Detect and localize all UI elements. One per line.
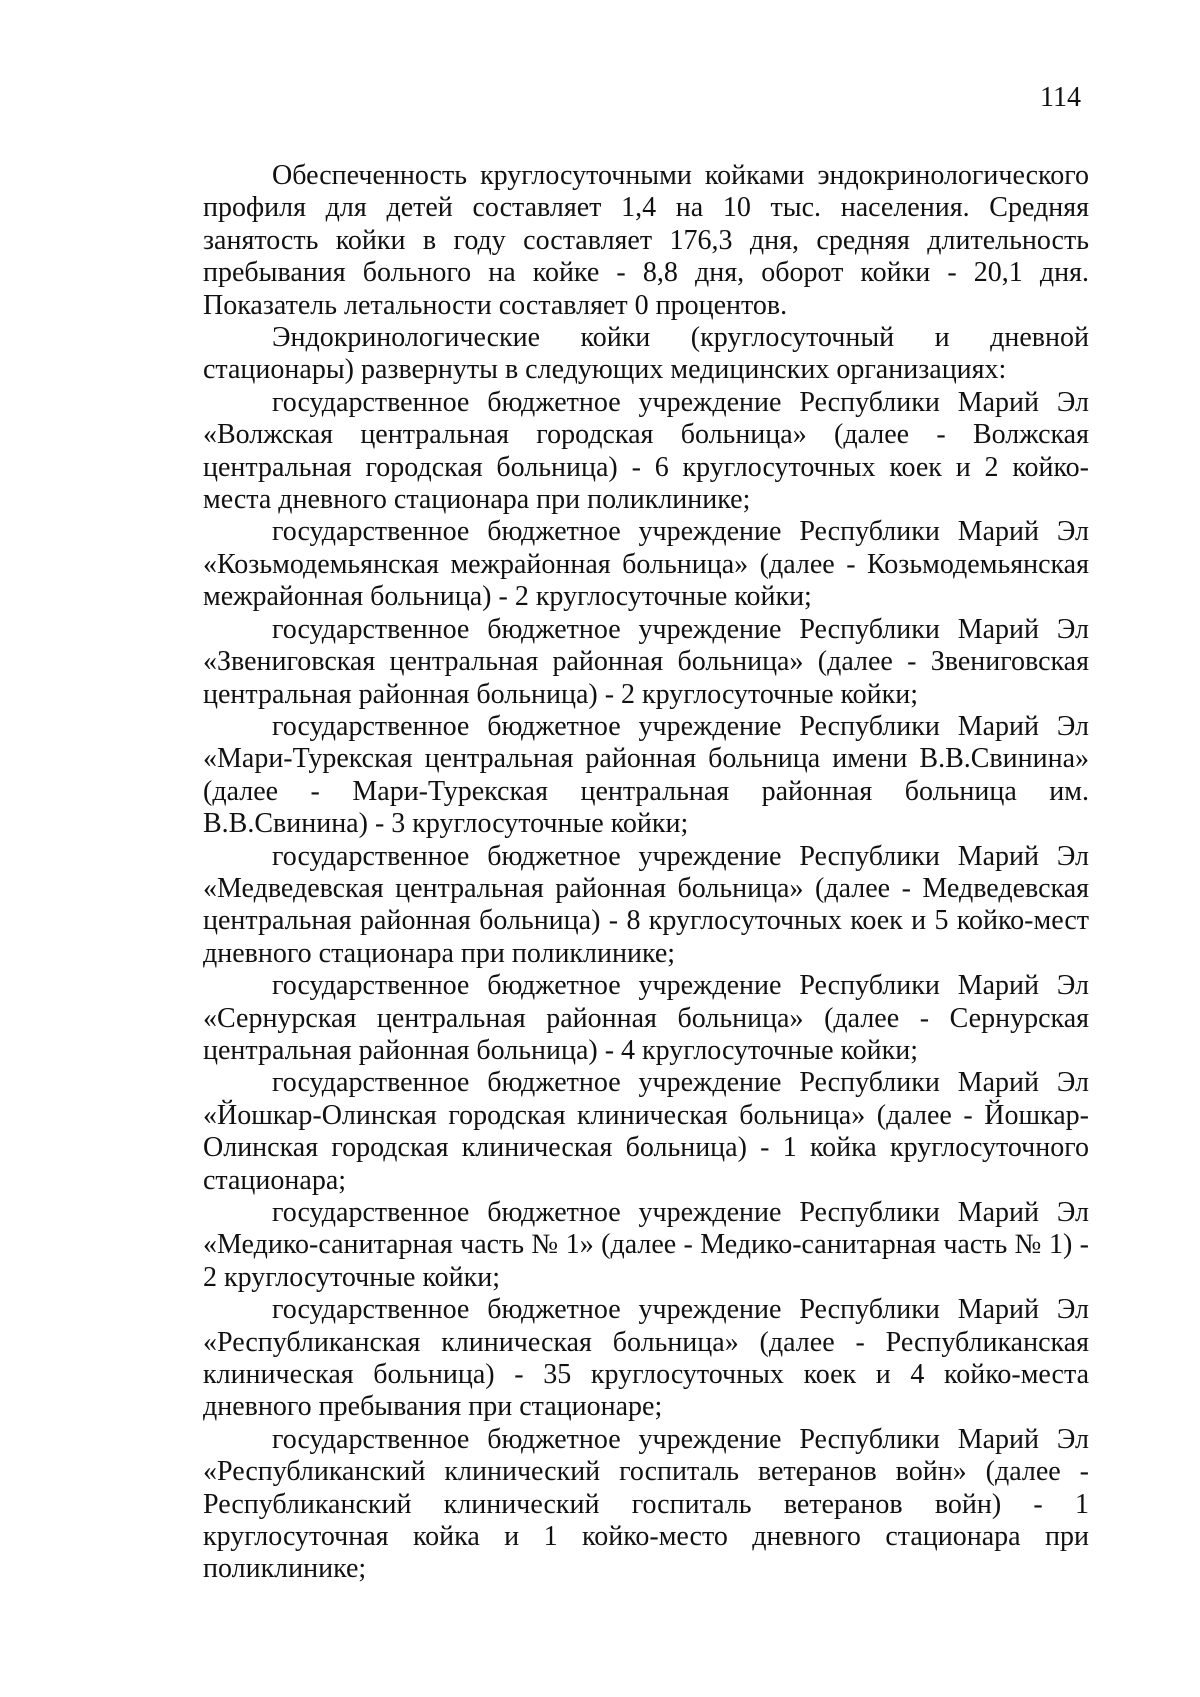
- paragraph-republican-clinical-hospital: государственное бюджетное учреждение Республики Марий Эл «Республиканская клиническая больница» (далее - Республиканская клиническая больница) - 35 круглосуточных коек и 4 койко-места дневного пребывания при стационаре;: [203, 1294, 1089, 1423]
- paragraph-veterans-hospital: государственное бюджетное учреждение Республики Марий Эл «Республиканский клинический госпиталь ветеранов войн» (далее - Республиканский клинический госпиталь ветеранов войн) - 1 круглосуточная койка и 1 койко-место дневного стационара при поликлинике;: [203, 1423, 1089, 1585]
- paragraph-yoshkar-ola-city-hospital: государственное бюджетное учреждение Республики Марий Эл «Йошкар-Олинская городская клиническая больница» (далее - Йошкар-Олинская городская клиническая больница) - 1 койка круглосуточного стационара;: [203, 1067, 1089, 1196]
- paragraph-volzhsk-hospital: государственное бюджетное учреждение Республики Марий Эл «Волжская центральная городская больница» (далее - Волжская центральная городская больница) - 6 круглосуточных коек и 2 койко-места дневного стационара при поликлинике;: [203, 386, 1089, 516]
- paragraph-medvedevo-hospital: государственное бюджетное учреждение Республики Марий Эл «Медведевская центральная районная больница» (далее - Медведевская центральная районная больница) - 8 круглосуточных коек и 5 койко-мест дневного стационара при поликлинике;: [203, 840, 1089, 969]
- page-number: 114: [1040, 82, 1081, 113]
- document-body: [203, 160, 1089, 1586]
- paragraph-kozmodemyansk-hospital: государственное бюджетное учреждение Республики Марий Эл «Козьмодемьянская межрайонная больница» (далее - Козьмодемьянская межрайонная больница) - 2 круглосуточные койки;: [203, 516, 1089, 613]
- paragraph-mari-turek-hospital: государственное бюджетное учреждение Республики Марий Эл «Мари-Турекская центральная районная больница имени В.В.Свинина» (далее - Мари-Турекская центральная районная больница им. В.В.Свинина) - 3 круглосуточные койки;: [203, 710, 1089, 840]
- paragraph-bed-statistics: Обеспеченность круглосуточными койками эндокринологического профиля для детей составляет 1,4 на 10 тыс. населения. Средняя занятость койки в году составляет 176,3 дня, средняя длительность пребывания больного на койке - 8,8 дня, оборот койки - 20,1 дня. Показатель летальности составляет 0 процентов.: [203, 160, 1089, 321]
- paragraph-organizations-intro: Эндокринологические койки (круглосуточный и дневной стационары) развернуты в следующих медицинских организациях:: [203, 322, 1089, 386]
- paragraph-zvenigovo-hospital: государственное бюджетное учреждение Республики Марий Эл «Звениговская центральная районная больница» (далее - Звениговская центральная районная больница) - 2 круглосуточные койки;: [203, 613, 1089, 710]
- paragraph-sernur-hospital: государственное бюджетное учреждение Республики Марий Эл «Сернурская центральная районная больница» (далее - Сернурская центральная районная больница) - 4 круглосуточные койки;: [203, 970, 1089, 1066]
- paragraph-medical-unit-1: государственное бюджетное учреждение Республики Марий Эл «Медико-санитарная часть № 1» (далее - Медико-санитарная часть № 1) - 2 круглосуточные койки;: [203, 1197, 1089, 1293]
